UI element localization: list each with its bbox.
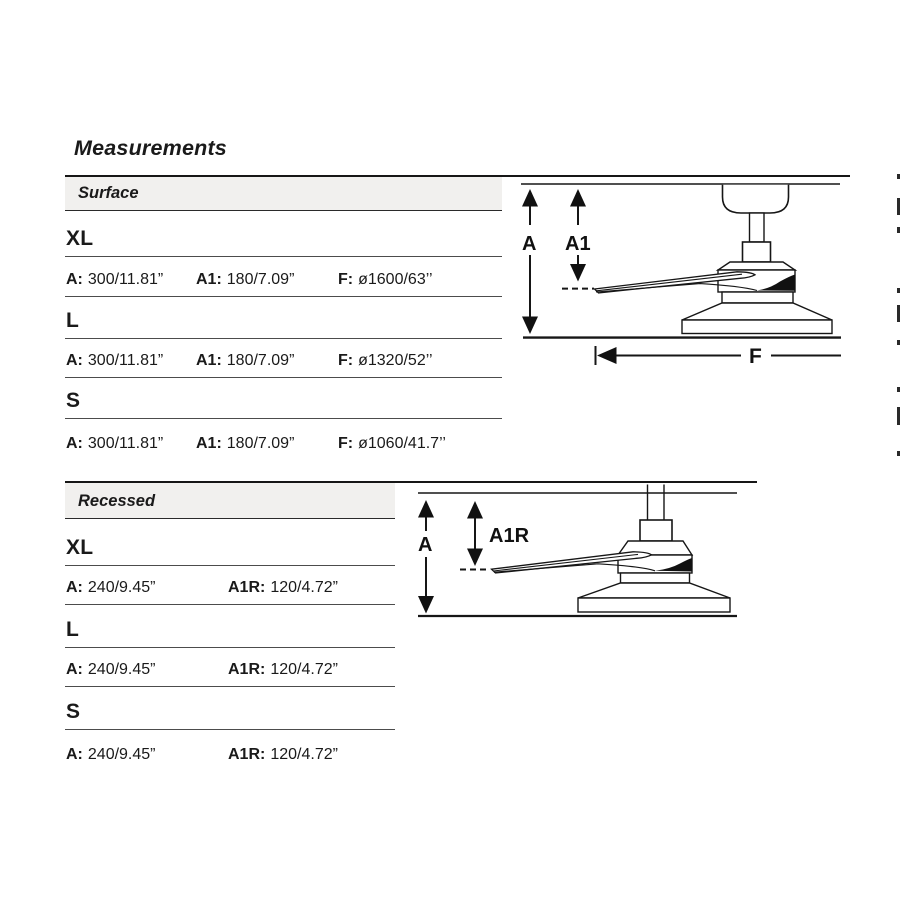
fan-shade-bell [578, 583, 730, 598]
dim-a1r-arrowhead-up [467, 501, 483, 519]
fan-downrod [750, 213, 765, 242]
spec-a1: A1: 180/7.09” [196, 435, 295, 452]
page-title: Measurements [74, 136, 227, 160]
fan-blade-inner-line [494, 554, 639, 571]
dim-a1-arrowhead-up [570, 189, 586, 207]
surface-row-s [65, 378, 502, 419]
recessed-row-s [65, 687, 395, 730]
surface-row-l [65, 297, 502, 339]
spec-a: A: 300/11.81” [66, 271, 164, 288]
spec-a: A: 240/9.45” [66, 746, 156, 763]
recessed-header-label: Recessed [78, 492, 156, 510]
recessed-specs-s [65, 730, 395, 771]
surface-specs-xl [65, 257, 502, 297]
spec-a1r: A1R: 120/4.72” [228, 579, 338, 596]
surface-mount-diagram [500, 160, 900, 375]
fan-downrod [648, 485, 665, 521]
fan-shade-rim [682, 320, 832, 334]
dim-label-a: A [522, 233, 537, 255]
size-label-xl: XL [66, 536, 94, 559]
recessed-section-header [65, 483, 395, 519]
recessed-row-xl [65, 519, 395, 566]
dim-a-arrowhead-down [418, 596, 434, 614]
spec-a1r: A1R: 120/4.72” [228, 661, 338, 678]
spec-a: A: 240/9.45” [66, 661, 156, 678]
surface-table [65, 177, 502, 460]
fan-neck-band [621, 573, 690, 583]
dim-a-arrowhead-down [522, 317, 538, 335]
spec-a: A: 300/11.81” [66, 435, 164, 452]
recessed-specs-l [65, 648, 395, 687]
recessed-mount-diagram [400, 473, 760, 628]
dim-label-a1r: A1R [489, 525, 530, 547]
spec-a1: A1: 180/7.09” [196, 271, 295, 288]
recessed-specs-xl [65, 566, 395, 605]
size-label-xl: XL [66, 227, 94, 250]
dim-a-arrowhead-up [522, 189, 538, 207]
dim-label-f: F [749, 345, 762, 368]
fan-shade-bell [682, 303, 832, 320]
dim-a-arrowhead-up [418, 500, 434, 518]
fan-coupler [743, 242, 771, 262]
recessed-row-l [65, 605, 395, 648]
fan-motor-shoulder [718, 262, 795, 270]
spec-f: F: ø1320/52’’ [338, 352, 433, 369]
fan-coupler [640, 520, 672, 541]
size-label-l: L [66, 309, 80, 332]
fan-canopy [723, 185, 789, 213]
surface-specs-s [65, 419, 502, 460]
spec-a1r: A1R: 120/4.72” [228, 746, 338, 763]
spec-f: F: ø1060/41.7’’ [338, 435, 446, 452]
spec-a1: A1: 180/7.09” [196, 352, 295, 369]
fan-neck-band [722, 292, 793, 303]
dim-a1r-arrowhead-down [467, 549, 483, 567]
surface-row-xl [65, 211, 502, 257]
recessed-table [65, 483, 395, 771]
surface-header-label: Surface [78, 184, 139, 202]
fan-shade-rim [578, 598, 730, 612]
dim-label-a: A [418, 534, 433, 556]
size-label-s: S [66, 700, 81, 723]
surface-section-header [65, 177, 502, 211]
surface-specs-l [65, 339, 502, 378]
spec-a: A: 240/9.45” [66, 579, 156, 596]
dim-a1-arrowhead-down [570, 264, 586, 282]
size-label-s: S [66, 389, 81, 412]
dim-label-a1: A1 [565, 233, 591, 255]
spec-a: A: 300/11.81” [66, 352, 164, 369]
size-label-l: L [66, 618, 80, 641]
dim-f-arrowhead-left [597, 347, 617, 364]
spec-f: F: ø1600/63’’ [338, 271, 433, 288]
